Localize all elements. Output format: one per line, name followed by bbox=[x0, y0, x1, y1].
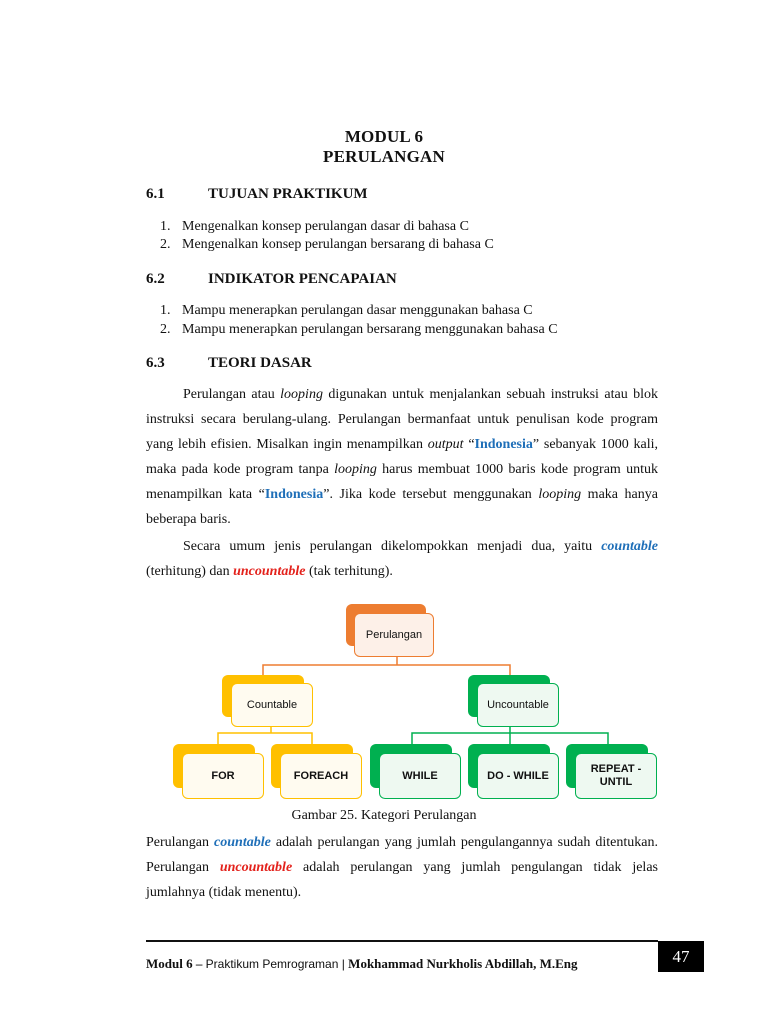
node-label-line: UNTIL bbox=[599, 776, 633, 788]
list-text: Mengenalkan konsep perulangan dasar di bahasa C bbox=[182, 219, 469, 234]
keyword-indonesia: Indonesia bbox=[264, 487, 324, 502]
text: digunakan untuk menjalankan sebuah instruksi atau blok instruksi secara berulang-ulang. Perulangan bermanfaat untuk penulisan kode program yang lebih efisien. Misalkan ingin menampilkan bbox=[146, 387, 659, 452]
paragraph-definitions bbox=[146, 830, 658, 905]
text: Secara umum jenis perulangan dikelompokkan menjadi dua, yaitu bbox=[183, 539, 602, 554]
list-number: 2. bbox=[160, 237, 171, 252]
text: Perulangan atau bbox=[183, 387, 281, 402]
module-number: MODUL 6 bbox=[344, 127, 424, 146]
list-number: 2. bbox=[160, 322, 171, 337]
list-text: Mengenalkan konsep perulangan bersarang di bahasa C bbox=[182, 237, 494, 252]
list-text: Mampu menerapkan perulangan dasar menggunakan bahasa C bbox=[182, 303, 533, 318]
footer-course: Praktikum Pemrograman | bbox=[202, 957, 349, 971]
quote: “ bbox=[258, 487, 265, 502]
diagram-node-foreach: FOREACH bbox=[280, 753, 362, 799]
section-number: 6.3 bbox=[146, 355, 165, 371]
page-footer bbox=[146, 956, 578, 972]
node-label-line: REPEAT - bbox=[590, 763, 642, 775]
term-looping: looping bbox=[334, 462, 377, 477]
diagram-node-countable: Countable bbox=[231, 683, 313, 727]
list-text: Mampu menerapkan perulangan bersarang menggunakan bahasa C bbox=[182, 322, 558, 337]
footer-rule bbox=[146, 940, 658, 942]
section-number: 6.1 bbox=[146, 186, 165, 202]
section-title: INDIKATOR PENCAPAIAN bbox=[208, 271, 397, 287]
list-number: 1. bbox=[160, 303, 171, 318]
term-output: output bbox=[427, 437, 464, 452]
term-countable: countable bbox=[601, 539, 658, 554]
diagram-node-uncountable: Uncountable bbox=[477, 683, 559, 727]
text: . Jika kode tersebut menggunakan bbox=[329, 487, 539, 502]
figure-caption: Gambar 25. Kategori Perulangan bbox=[291, 808, 477, 823]
page-title: PERULANGAN bbox=[323, 147, 445, 166]
diagram-node-repeat-until bbox=[575, 753, 657, 799]
text: sebanyak 1000 kali, maka pada kode program tanpa bbox=[146, 437, 659, 477]
diagram-node-for: FOR bbox=[182, 753, 264, 799]
section-title: TUJUAN PRAKTIKUM bbox=[208, 186, 368, 202]
term-looping: looping bbox=[280, 387, 323, 402]
quote: “ bbox=[468, 437, 475, 452]
text: (terhitung) dan bbox=[146, 564, 234, 579]
text: adalah perulangan yang jumlah pengulangan tidak jelas jumlahnya (tidak menentu). bbox=[146, 860, 658, 900]
text: adalah perulangan yang jumlah pengulangannya sudah ditentukan. Perulangan bbox=[146, 835, 658, 875]
text: Perulangan bbox=[146, 835, 215, 850]
term-uncountable: uncountable bbox=[233, 564, 306, 579]
list-number: 1. bbox=[160, 219, 171, 234]
term-uncountable: uncountable bbox=[219, 860, 293, 875]
diagram-node-while: WHILE bbox=[379, 753, 461, 799]
term-looping: looping bbox=[538, 487, 582, 502]
page-number: 47 bbox=[658, 941, 704, 972]
text: harus membuat 1000 baris kode program untuk menampilkan kata bbox=[146, 462, 658, 502]
keyword-indonesia: Indonesia bbox=[474, 437, 533, 452]
section-title: TEORI DASAR bbox=[208, 355, 312, 371]
text: maka hanya beberapa baris. bbox=[146, 487, 658, 527]
section-number: 6.2 bbox=[146, 271, 165, 287]
text: (tak terhitung). bbox=[305, 564, 393, 579]
term-countable: countable bbox=[214, 835, 271, 850]
footer-author: Mokhammad Nurkholis Abdillah, M.Eng bbox=[348, 956, 578, 971]
footer-module: Modul 6 – bbox=[146, 956, 203, 971]
diagram-node-do-while: DO - WHILE bbox=[477, 753, 559, 799]
quote: ” bbox=[323, 487, 330, 502]
diagram-node-perulangan: Perulangan bbox=[354, 613, 434, 657]
quote: ” bbox=[532, 437, 540, 452]
